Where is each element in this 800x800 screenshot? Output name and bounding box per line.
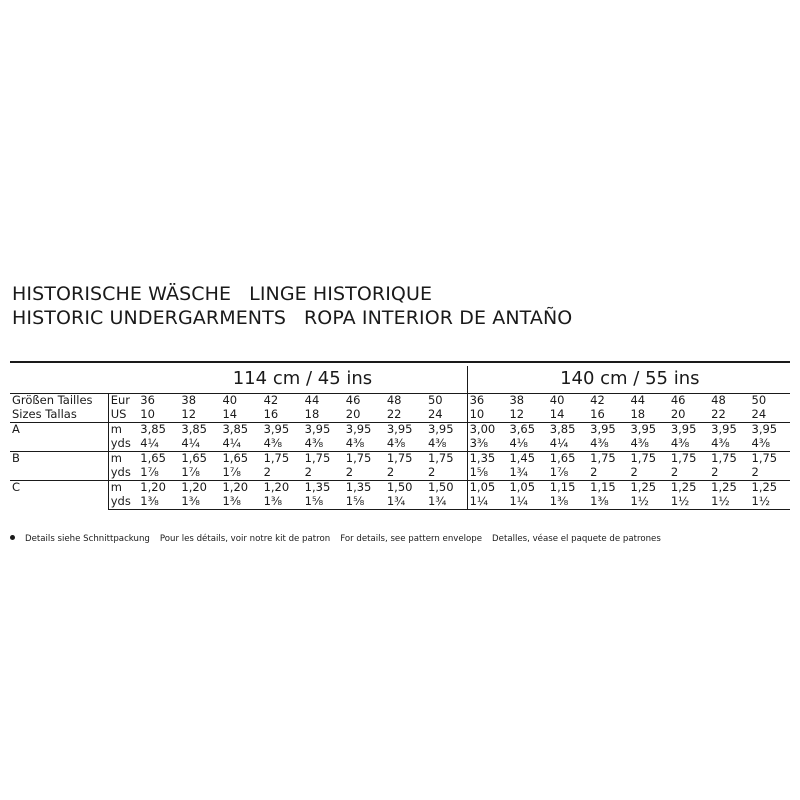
meters-value: 1,75	[669, 452, 709, 467]
meters-value: 1,75	[426, 452, 467, 467]
footnote-en: For details, see pattern envelope	[340, 534, 483, 544]
yards-value: 1⅞	[549, 466, 569, 479]
title-line-1	[12, 282, 572, 306]
yards-value: 4⅜	[386, 437, 406, 450]
yards-value: 2	[263, 466, 271, 479]
meters-value: 3,95	[344, 423, 385, 438]
footnote-es: Detalles, véase el paquete de patrones	[492, 534, 661, 544]
us-size: 12	[181, 408, 197, 421]
view-label: A	[10, 423, 108, 452]
meters-value: 1,75	[344, 452, 385, 467]
yardage-table-body	[10, 366, 790, 510]
meters-value: 3,95	[750, 423, 790, 438]
us-size: 20	[345, 408, 361, 421]
meters-value: 3,65	[507, 423, 547, 438]
footnote-fr: Pour les détails, voir notre kit de patron	[159, 534, 331, 544]
yards-value: 4⅜	[670, 437, 690, 450]
yards-value: 4⅜	[427, 437, 447, 450]
yards-value: 1⅝	[467, 466, 507, 481]
yards-value: 2	[590, 466, 598, 479]
us-size: 18	[304, 408, 320, 421]
eur-size: 42	[262, 394, 303, 409]
eur-size: 46	[669, 394, 709, 409]
meters-value: 3,95	[628, 423, 668, 438]
title-de: HISTORISCHE WÄSCHE	[12, 283, 232, 305]
eur-size: 48	[385, 394, 426, 409]
meters-value: 1,50	[426, 481, 467, 496]
unit-m: m	[108, 481, 138, 496]
meters-value: 1,75	[385, 452, 426, 467]
yards-value: 1⅞	[140, 466, 159, 479]
meters-value: 1,35	[344, 481, 385, 496]
yards-value: 1¾	[426, 495, 467, 510]
yards-value: 4⅜	[711, 437, 730, 450]
yards-value: 1⅝	[344, 495, 385, 510]
eur-size: 46	[344, 394, 385, 409]
view-row-b-yds	[10, 466, 790, 481]
yards-value: 1⅜	[548, 495, 588, 510]
us-size: 24	[751, 408, 767, 421]
yards-value: 1⅞	[222, 466, 241, 479]
title-es: ROPA INTERIOR DE ANTAÑO	[303, 307, 573, 329]
meters-value: 1,05	[467, 481, 507, 496]
view-row-b-m	[10, 452, 790, 467]
meters-value: 1,65	[179, 452, 220, 467]
us-size: 22	[386, 408, 402, 421]
size-header-row-eur	[10, 394, 790, 409]
meters-value: 1,75	[750, 452, 790, 467]
meters-value: 1,50	[385, 481, 426, 496]
us-size: 14	[222, 408, 238, 421]
footnote-de: Details siehe Schnittpackung	[25, 534, 150, 544]
yards-value: 4⅜	[751, 437, 770, 450]
yards-value: 2	[427, 466, 436, 479]
yards-value: 4⅜	[263, 437, 283, 450]
meters-value: 1,20	[262, 481, 303, 496]
eur-size: 48	[709, 394, 749, 409]
us-size: 22	[711, 408, 726, 421]
yards-value: 2	[670, 466, 679, 479]
meters-value: 1,20	[138, 481, 179, 496]
yards-value: 1¼	[467, 495, 507, 510]
meters-value: 3,95	[262, 423, 303, 438]
yards-value: 1⅜	[220, 495, 261, 510]
meters-value: 1,75	[262, 452, 303, 467]
yards-value: 2	[345, 466, 354, 479]
meters-value: 1,15	[588, 481, 628, 496]
unit-m: m	[108, 423, 138, 438]
meters-value: 3,95	[709, 423, 749, 438]
yards-value: 1½	[628, 495, 668, 510]
fabric-width-140: 140 cm / 55 ins	[467, 366, 790, 394]
fabric-width-114: 114 cm / 45 ins	[232, 368, 373, 389]
unit-yds: yds	[108, 437, 138, 452]
meters-value: 1,20	[220, 481, 261, 496]
eur-size: 36	[138, 394, 179, 409]
eur-size: 38	[507, 394, 547, 409]
yards-value: 2	[386, 466, 395, 479]
yards-value: 1½	[750, 495, 790, 510]
eur-size: 40	[220, 394, 261, 409]
title-fr: LINGE HISTORIQUE	[249, 283, 433, 305]
meters-value: 3,95	[669, 423, 709, 438]
yards-value: 4⅜	[590, 437, 609, 450]
meters-value: 1,35	[303, 481, 344, 496]
yards-value: 3⅜	[467, 437, 507, 452]
size-label-de-fr: Größen Tailles	[10, 394, 108, 409]
us-size: 18	[630, 408, 646, 421]
footnote	[10, 534, 671, 544]
yards-value: 1¾	[509, 466, 528, 479]
yards-value: 1¾	[385, 495, 426, 510]
unit-m: m	[108, 452, 138, 467]
eur-size: 50	[426, 394, 467, 409]
yards-value: 4⅛	[509, 437, 528, 450]
size-header-row-us	[10, 408, 790, 423]
yards-value: 4¼	[181, 437, 200, 450]
eur-size: 42	[588, 394, 628, 409]
us-size: 10	[467, 408, 507, 423]
meters-value: 3,95	[588, 423, 628, 438]
meters-value: 1,65	[548, 452, 588, 467]
us-size: 24	[427, 408, 443, 421]
us-size: 16	[590, 408, 605, 421]
yards-value: 1⅜	[588, 495, 628, 510]
view-row-a-m	[10, 423, 790, 438]
title-en: HISTORIC UNDERGARMENTS	[12, 307, 286, 329]
meters-value: 3,95	[426, 423, 467, 438]
meters-value: 3,85	[548, 423, 588, 438]
meters-value: 3,85	[220, 423, 261, 438]
meters-value: 1,25	[750, 481, 790, 496]
unit-yds: yds	[108, 495, 138, 510]
us-size: 16	[263, 408, 279, 421]
meters-value: 3,95	[303, 423, 344, 438]
yards-value: 1⅜	[179, 495, 220, 510]
view-row-a-yds	[10, 437, 790, 452]
yards-value: 1⅝	[303, 495, 344, 510]
eur-size: 38	[179, 394, 220, 409]
meters-value: 3,85	[179, 423, 220, 438]
meters-value: 1,15	[548, 481, 588, 496]
us-size: 10	[140, 408, 155, 421]
meters-value: 1,25	[709, 481, 749, 496]
yards-value: 2	[630, 466, 638, 479]
yards-value: 1½	[709, 495, 749, 510]
size-unit-eur: Eur	[108, 394, 138, 409]
us-size: 14	[549, 408, 565, 421]
yards-value: 4⅜	[630, 437, 649, 450]
yards-value: 1⅜	[138, 495, 179, 510]
eur-size: 40	[548, 394, 588, 409]
meters-value: 3,95	[385, 423, 426, 438]
view-label: B	[10, 452, 108, 481]
us-size: 12	[509, 408, 525, 421]
yards-value: 2	[711, 466, 719, 479]
yards-value: 4¼	[222, 437, 241, 450]
fabric-width-row	[10, 366, 790, 394]
title-line-2	[12, 306, 572, 330]
meters-value: 3,00	[467, 423, 507, 438]
eur-size: 44	[628, 394, 668, 409]
meters-value: 1,65	[138, 452, 179, 467]
eur-size: 44	[303, 394, 344, 409]
meters-value: 1,25	[669, 481, 709, 496]
meters-value: 3,85	[138, 423, 179, 438]
yards-value: 4¼	[140, 437, 159, 450]
meters-value: 1,75	[628, 452, 668, 467]
bullet-icon	[10, 535, 15, 540]
yards-value: 1⅞	[181, 466, 200, 479]
meters-value: 1,45	[507, 452, 547, 467]
view-label: C	[10, 481, 108, 510]
table-top-rule	[10, 361, 790, 363]
unit-yds: yds	[108, 466, 138, 481]
meters-value: 1,25	[628, 481, 668, 496]
eur-size: 36	[467, 394, 507, 409]
yards-value: 1⅜	[262, 495, 303, 510]
us-size: 20	[670, 408, 686, 421]
yardage-table	[10, 366, 790, 510]
view-row-c-yds	[10, 495, 790, 510]
meters-value: 1,75	[588, 452, 628, 467]
meters-value: 1,75	[303, 452, 344, 467]
yards-value: 4⅜	[304, 437, 324, 450]
meters-value: 1,20	[179, 481, 220, 496]
meters-value: 1,75	[709, 452, 749, 467]
title-block	[12, 282, 572, 330]
eur-size: 50	[750, 394, 790, 409]
yards-value: 2	[304, 466, 312, 479]
meters-value: 1,65	[220, 452, 261, 467]
meters-value: 1,05	[507, 481, 547, 496]
yards-value: 1½	[669, 495, 709, 510]
yards-value: 4⅜	[345, 437, 365, 450]
yards-value: 2	[751, 466, 759, 479]
fabric-head-spacer	[10, 366, 138, 394]
size-unit-us: US	[108, 408, 138, 423]
yards-value: 1¼	[507, 495, 547, 510]
view-row-c-m	[10, 481, 790, 496]
meters-value: 1,35	[467, 452, 507, 467]
size-label-en-es: Sizes Tallas	[12, 408, 77, 421]
yards-value: 4¼	[549, 437, 569, 450]
